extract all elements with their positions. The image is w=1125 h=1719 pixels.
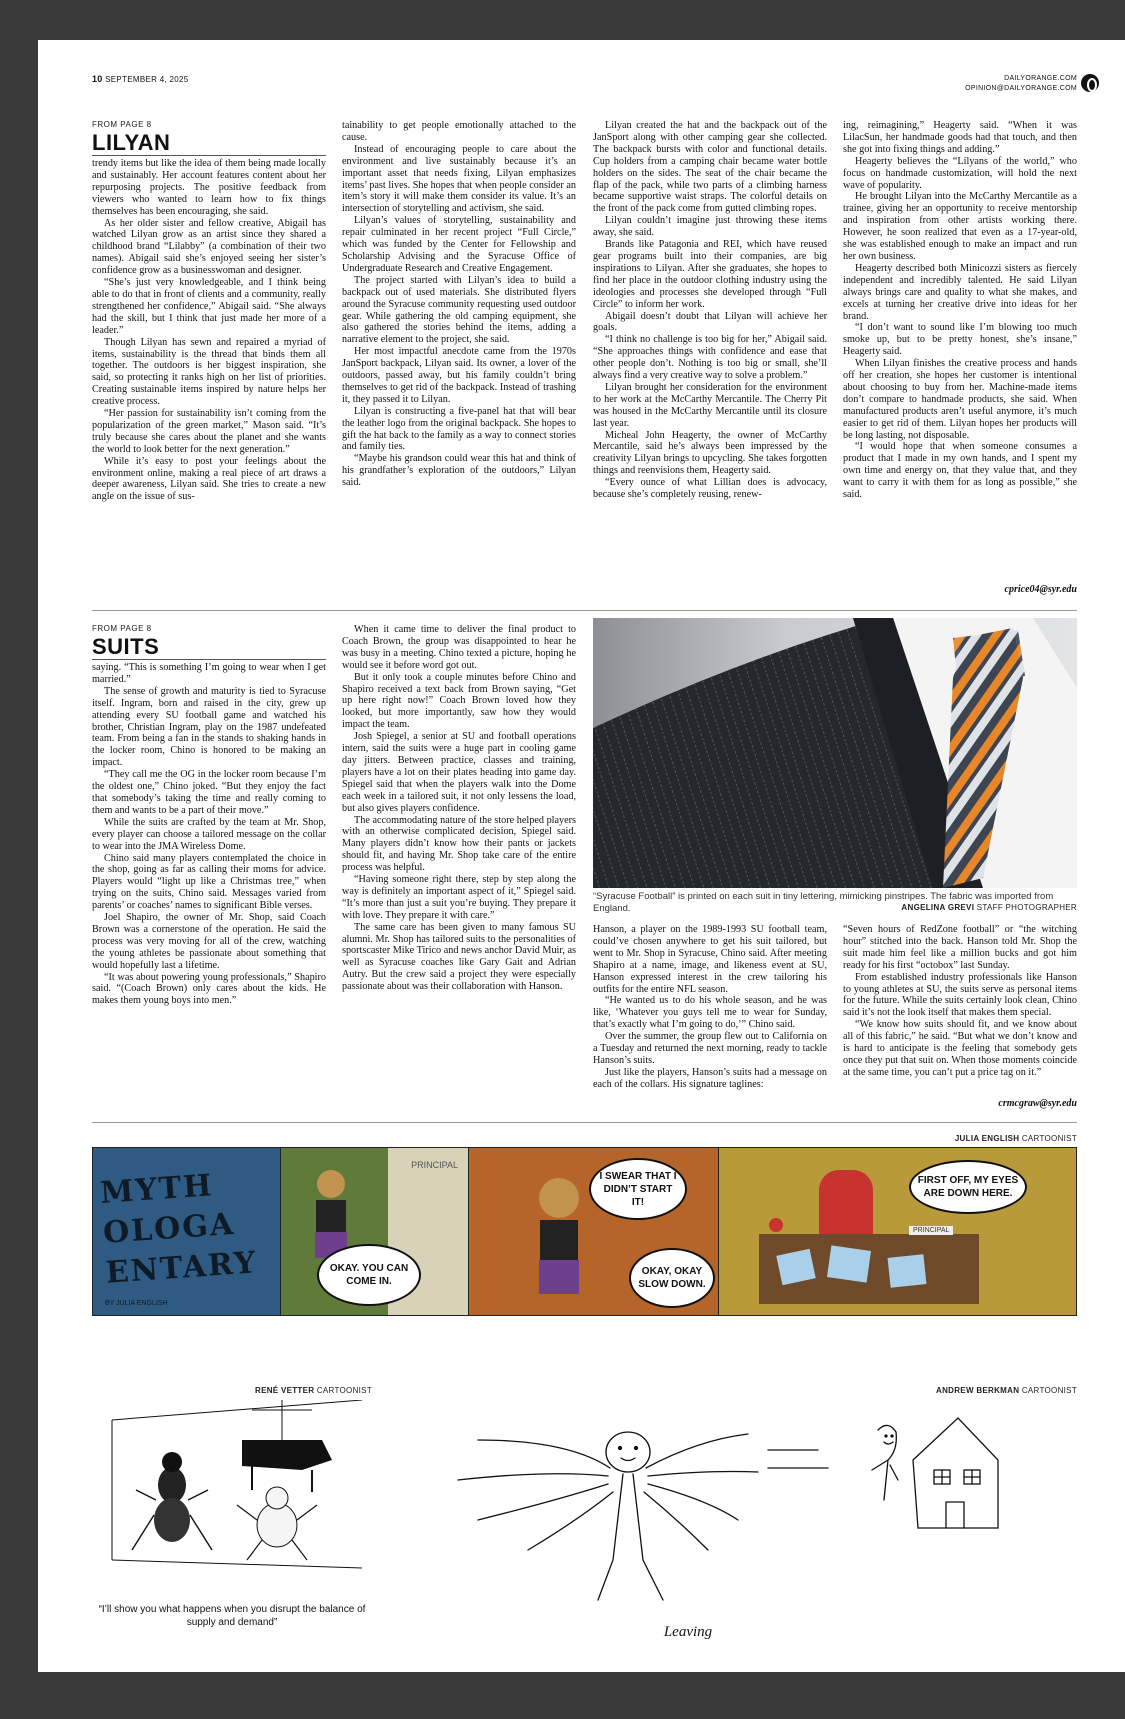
paragraph: trendy items but like the idea of them being made locally and sustainably. Her account features content about her repurposing projects. The positive feedback from viewers who wanted to learn how to fix things themselves has been encouraging, she said. [92,158,326,217]
section-divider [92,1122,1077,1123]
comic-panel-4 [719,1148,1076,1315]
bird-drawing [418,1410,848,1610]
lilyan-column-2 [342,120,576,604]
cartoon2-caption: “I’ll show you what happens when you disrupt the balance of supply and demand” [98,1604,366,1628]
drawing-paper [888,1254,927,1288]
paragraph: The sense of growth and maturity is tied to Syracuse itself. Ingram, born and raised in the city, grew up attending every SU football game and watched his brother, Christian Ingram, play on the 1987 undefeated team. From being a fan in the stands to shaking hands in the locker room, Chino is honored to be making an impact. [92,685,326,769]
paragraph: Her most impactful anecdote came from the 1970s JanSport backpack, Lilyan said. Its owner, a lover of the outdoors, passed away, but his family couldn’t bring themselves to get rid of the backpack. Instead of trashing it, they passed it to Lilyan. [342,346,576,405]
photo-credit [593,903,1077,912]
comic-title-art: MYTH OLOGA ENTARY [99,1168,259,1291]
paragraph: Heagerty believes the “Lilyans of the world,” who focus on handmade customization, will hold the next wave of popularity. [843,155,1077,191]
cartoonist-role: CARTOONIST [1021,1134,1077,1143]
paragraph: “Seven hours of RedZone football” or “the witching hour” stitched into the back. Hanson told Mr. Shop the suit made him feel like a million bucks and got him ready for his first “octobox” last Sunday. [843,924,1077,971]
photographer-name: ANGELINA GREVI [901,903,975,912]
paragraph: Abigail doesn’t doubt that Lilyan will achieve her goals. [593,310,827,334]
suits-column-2 [342,624,576,1110]
ants-piano-drawing [92,1400,372,1570]
cartoon2-credit [92,1386,372,1395]
paragraph: “Every ounce of what Lillian does is advocacy, because she’s completely reusing, renew- [593,477,827,501]
cartoonist-name: JULIA ENGLISH [954,1134,1020,1143]
suits-author-email[interactable]: crmcgraw@syr.edu [998,1098,1077,1109]
issue-date: SEPTEMBER 4, 2025 [105,75,189,84]
cartoon-ants-piano [92,1400,372,1570]
paragraph: “I don’t want to sound like I’m blowing too much smoke up, but to be pretty honest, she’s insane,” Heagerty said. [843,322,1077,358]
comic-credit [592,1134,1077,1143]
lilyan-kicker: FROM PAGE 8 [92,120,152,129]
speech-bubble: FIRST OFF, MY EYES ARE DOWN HERE. [909,1160,1027,1214]
lilyan-author-email[interactable]: cprice04@syr.edu [1004,584,1077,595]
site-info [965,74,1099,94]
comic-panel-2 [281,1148,469,1315]
paragraph: While the suits are crafted by the team at Mr. Shop, every player can choose a tailored message on the collar to wear into the JMA Wireless Dome. [92,816,326,852]
paragraph: “Having someone right there, step by step along the way is definitely an important aspect of it,” Spiegel said. “It’s more than just a suit you’re buying. They prepare it with love. They prepare it with care.” [342,874,576,921]
cartoon-house [858,1410,1018,1540]
apple-icon [769,1218,783,1232]
paragraph: Lilyan brought her consideration for the environment to her work at the McCarthy Mercantile. The Cherry Pit was housed in the McCarthy Mercantile until its closure last year. [593,381,827,429]
lilyan-headline: LILYAN [92,131,326,156]
site-email[interactable]: OPINION@DAILYORANGE.COM [965,85,1077,92]
paragraph: When Lilyan finishes the creative process and hands off her creation, she hopes her customer is intentional about choosing to buy from her. Machine-made items don’t compare to handmade products, she said. When manufactured products aren’t useful anymore, it’s much easier to get rid of them. Lilyan hopes her products will be long lasting, not disposable. [843,358,1077,441]
paragraph: Over the summer, the group flew out to California on a Tuesday and returned the next morning, ready to tackle Hanson’s suits. [593,1031,827,1066]
daily-orange-logo-icon [1081,74,1099,92]
suit-photo [593,618,1077,888]
paragraph: “They call me the OG in the locker room because I’m the oldest one,” Chino joked. “But they enjoy the fact that somebody’s taking the time and really coming to them and wants to be a part of their move.” [92,769,326,816]
comic-strip [92,1147,1077,1316]
photographer-role: STAFF PHOTOGRAPHER [976,903,1077,912]
photo-caption: “Syracuse Football” is printed on each suit in tiny lettering, mimicking pinstripes. The fabric was imported from England. [593,891,1054,914]
paragraph: Lilyan couldn’t imagine just throwing these items away, she said. [593,215,827,239]
paragraph: Just like the players, Hanson’s suits had a message on each of the collars. His signature taglines: [593,1066,827,1090]
drawing-paper [827,1245,871,1282]
cartoon-bird [418,1410,848,1610]
paragraph: The accommodating nature of the store helped players with an otherwise complicated decision, Spiegel said. Many players didn’t know how their pants or jackets should fit, and having Mr. Shop take care of the entire process was helpful. [342,814,576,874]
cartoon3-credit [798,1386,1077,1395]
principal-chair [819,1170,873,1240]
paragraph: “Her passion for sustainability isn’t coming from the popularization of the green market,” Mason said. “It’s truly because she cares about the planet and she wants the world to look better for the next generation.” [92,408,326,455]
cartoonist-role: CARTOONIST [316,1386,372,1395]
lilyan-column-3 [593,120,827,604]
paragraph: But it only took a couple minutes before Chino and Shapiro received a text back from Brown saying, “Get up here right now!” Coach Brown loved how they looked, but more importantly, saw how they would impact the team. [342,671,576,731]
paragraph: Lilyan is constructing a five-panel hat that will bear the leather logo from the original backpack. She hopes to gift the hat back to the family as a way to connect stories and family ties. [342,405,576,453]
paragraph: From established industry professionals like Hanson to young athletes at SU, the suits serve as personal items for the future. While the suits certainly look clean, Chino said it’s not the look itself that makes them special. [843,971,1077,1019]
paragraph: tainability to get people emotionally attached to the cause. [342,120,576,143]
suits-headline: SUITS [92,635,326,660]
speech-bubble: I SWEAR THAT I DIDN’T START IT! [589,1158,687,1220]
paragraph: While it’s easy to post your feelings about the environment online, making a real piece of art draws a deeper awareness, Lilyan said. She tries to create a new angle on the issue of sus- [92,455,326,503]
paragraph: “It was about powering young professionals,” Shapiro said. “(Coach Brown) only cares about the kids. He makes them young boys into men.” [92,971,326,1007]
paragraph: The same care has been given to many famous SU alumni. Mr. Shop has tailored suits to the personalities of sportscaster Mike Tirico and news anchor David Muir, as well as Syracuse coaches like Gary Gait and Adrian Autry. But the crew said a project they were especially passionate about was their collaboration with Hanson. [342,921,576,993]
paragraph: “Maybe his grandson could wear this hat and think of his grandfather’s exploration of the outdoors,” Lilyan said. [342,453,576,489]
paragraph: Though Lilyan has sewn and repaired a myriad of items, sustainability is the thread that binds them all together. The outdoors is her biggest inspiration, she said, so protecting it ranks high on her list of priorities. Creating sustainable items inspired by nature helps her creative process. [92,336,326,408]
paragraph: Instead of encouraging people to care about the environment and live sustainably because it’s an important asset that needs fixing, Lilyan emphasizes items’ past lives. She hopes that when people consider an item’s story it will make them consider its value. It’s an intersection of storytelling and activism, she said. [342,143,576,215]
house-drawing [858,1410,1018,1540]
cartoonist-name: RENÉ VETTER [255,1386,315,1395]
paragraph: “I would hope that when someone consumes a product that I made in my own hands, and I spent my own time and energy on, that they value that, and they want to carry it with them for as long as possible,” she said. [843,441,1077,501]
lilyan-column-1 [92,158,326,604]
paragraph: Joel Shapiro, the owner of Mr. Shop, said Coach Brown was a cornerstone of the operation. He said the process was very moving for all of the crew, watching the young athletes be passionate about something that would hopefully last a lifetime. [92,912,326,971]
section-divider [92,610,1077,611]
speech-bubble: OKAY. YOU CAN COME IN. [317,1244,421,1306]
student-character-talking [529,1178,589,1298]
suits-column-3 [593,924,827,1124]
paragraph: Brands like Patagonia and REI, which have reused gear programs built into their companies, are big inspirations to Lilyan. After she graduates, she hopes to find her place in the outdoor clothing industry using the ideologies and processes she developed through “Full Circle” to inform her work. [593,239,827,310]
comic-signature: BY JULIA ENGLISH [105,1300,168,1307]
paragraph: “We know how suits should fit, and we know about all of this fabric,” he said. “But what we don’t know and is hard to anticipate is the feeling that somebody gets once they put that suit on. When those moments coincide at the same time, you can’t put a price tag on it.” [843,1019,1077,1078]
site-url[interactable]: DAILYORANGE.COM [1004,75,1077,82]
speech-bubble: OKAY, OKAY SLOW DOWN. [629,1248,715,1308]
lilyan-column-4 [843,120,1077,586]
paragraph: Lilyan’s values of storytelling, sustainability and repair culminated in her recent project “Full Circle,” which was funded by the Center for Fellowship and Scholarship Advising and the Syracuse Office of Undergraduate Research and Creative Engagement. [342,215,576,274]
paragraph: Lilyan created the hat and the backpack out of the JanSport along with other camping gear she collected. The backpack bursts with color and functional details. Cup holders from a camping chair became water bottle holders on the sides. The seat of the chair became the flap of the pack, while two parts of a climbing harness became supportive waist straps. The colorful details on the front of the pack come from gutted climbing ropes. [593,120,827,215]
cartoonist-name: ANDREW BERKMAN [936,1386,1020,1395]
cartoon3-caption: Leaving [663,1624,713,1640]
paragraph: “I think no challenge is too big for her,” Abigail said. “She approaches things with confidence and ease that other people don’t. Nothing is too big or small, she’ll always find a very creative way to solve a problem.” [593,334,827,382]
paragraph: Heagerty described both Minicozzi sisters as fiercely independent and incredibly talented. He said Lilyan always brings care and quality to what she makes, and excels at turning her creative drive into ideas for her brand. [843,262,1077,322]
page-number: 10 [92,74,103,84]
suit-tie-image [593,618,1077,888]
paragraph: He brought Lilyan into the McCarthy Mercantile as a trainee, giving her an opportunity to receive mentorship and inspiration from other artists working there. However, he soon realized that even as a 17-year-old, she was established enough to make an impact and run her own business. [843,191,1077,262]
paragraph: Hanson, a player on the 1989-1993 SU football team, could’ve chosen anywhere to get his suit tailored, but went to Mr. Shop in Syracuse, Chino said. After meeting Shapiro at a name, image, and likeness event at SU, Hanson expressed interest in the crew tailoring his outfits for the entire NFL season. [593,924,827,995]
paragraph: Micheal John Heagerty, the owner of McCarthy Mercantile, said he’s always been impressed by the creativity Lilyan brings to upcycling. She takes forgotten things and reenvisions them, Heagerty said. [593,429,827,477]
suits-column-1 [92,662,326,1110]
newspaper-page [38,40,1125,1672]
paragraph: Chino said many players contemplated the choice in the shop, going as far as calling their moms for advice. Players would “light up like a Christmas tree,” when trying on the suits, Chino said. Messages varied from parents’ or coaches’ names to significant Bible verses. [92,852,326,912]
paragraph: saying. “This is something I’m going to wear when I get married.” [92,662,326,685]
paragraph: “He wanted us to do his whole season, and he was like, ‘Whatever you guys tell me to wear for Sunday, that’s exactly what I’m going to do,’” Chino said. [593,995,827,1031]
suits-column-4 [843,924,1077,1104]
cartoonist-role: CARTOONIST [1021,1386,1077,1395]
paragraph: Josh Spiegel, a senior at SU and football operations intern, said the suits were a huge part in cooling game day jitters. Between practice, classes and training, players have a lot on their plates heading into game day. Spiegel said that when the players walk into the Dome each week in a tailored suit, it not only lessens the load, but also gives players confidence. [342,731,576,814]
principal-door-sign: PRINCIPAL [411,1160,458,1170]
desk-nameplate: PRINCIPAL [909,1226,953,1235]
paragraph: “She’s just very knowledgeable, and I think being able to do that in front of clients and a community, really strengthened her confidence,” Abigail said. “She always had the skill, but I think that just made her more of a leader.” [92,277,326,336]
paragraph: ing, reimagining,” Heagerty said. “When it was LilacSun, her handmade goods had that touch, and then she got into fixing things and adding.” [843,120,1077,155]
paragraph: The project started with Lilyan’s idea to build a backpack out of used materials. She distributed flyers around the Syracuse community requesting used outdoor gear. While gathering the old camping equipment, she also gathered the stories behind the items, adding a narrative element to the project, she said. [342,274,576,346]
comic-panel-3 [469,1148,719,1315]
paragraph: When it came time to deliver the final product to Coach Brown, the group was disappointed to hear he was busy in a meeting. Chino texted a picture, hoping he would see it before word got out. [342,624,576,671]
suits-kicker: FROM PAGE 8 [92,624,152,633]
comic-title-panel [93,1148,281,1315]
paragraph: As her older sister and fellow creative, Abigail has watched Lilyan grow as an artist since they shared a childhood brand “Lilabby” (a combination of their two names). Abigail said she’s enjoyed seeing her sister’s confidence grow as a businesswoman and designer. [92,217,326,277]
folio [92,74,189,84]
